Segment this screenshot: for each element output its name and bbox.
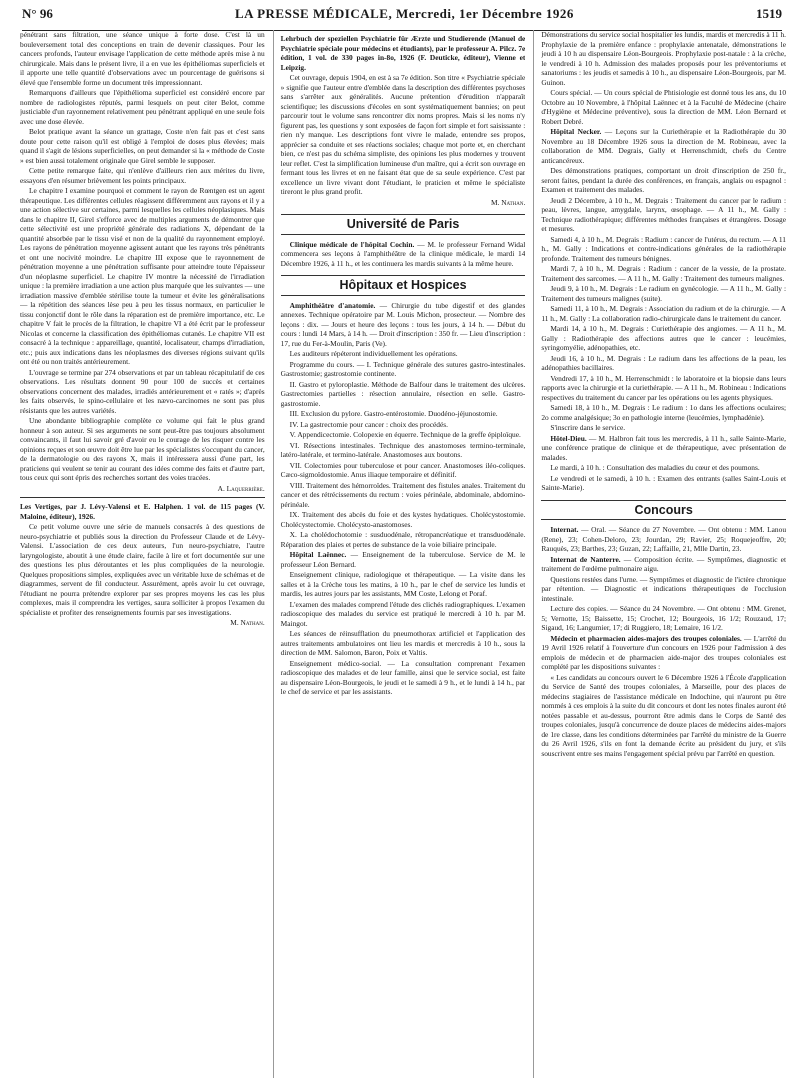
item-lead: Clinique médicale de l'hôpital Cochin. (289, 239, 415, 249)
paragraph: — Oral. — Séance du 27 Novembre. — Ont obtenu : MM. Lanou (Rene), 23; Cohen-Deloro, 23; Jourdan, 29; Ravier, 25; Roquejeoffre, 20; Rauquès, 23; Barthes, 23; Guzan, 22; Laffaille, 21, Mlle Dartin, 23. (541, 525, 787, 553)
paragraph: Enseignement médico-social. — La consultation comprenant l'examen radioscopique des malades et de leur famille, ainsi que le service social, est faite au dispensaire Léon-Bourgeois, le jeudi et le samedi à 9 h., et le lundi à 14 h., par le chef de service et par les assistants. (280, 658, 526, 696)
paragraph: VII. Colectomies pour tuberculose et pour cancer. Anastomoses iléo-coliques. Cæco-sigmoïdostomie. Anus iliaque temporaire et définitif. (280, 460, 526, 479)
paragraph: VIII. Traitement des hémorroïdes. Traitement des fistules anales. Traitement du cancer et des rétrécissements du rectum : voies périnéale, abdominale, abdomino-périnéale. (280, 480, 526, 509)
paragraph: Samedi 4, à 10 h., M. Degrais : Radium : cancer de l'utérus, du rectum. — A 11 h., M. Gally : Indications et contre-indications générales de la radiothérapie profonde. Traitement des tumeurs bénignes. (541, 234, 787, 263)
paragraph: Une abondante bibliographie complète ce volume qui fait le plus grand honneur à son auteur. Si ses arguments ne sont peut-être pas toujours absolument convaincants, il faut lui savoir gré d'avoir eu le courage de les risquer contre les opinions reçues et son œuvre doit être lue par les spécialistes s'occupant du cancer, de la dermatologie ou des rayons X, mais il intéressera aussi d'une part, les praticiens qui veulent se tenir au courant des idées comme des faits et d'autre part, tous ceux qui sont épris des recherches sortant des voies tracées. (20, 416, 265, 482)
paragraph: Ce petit volume ouvre une série de manuels consacrés à des questions de neuro-psychiatrie et publiés sous la direction du Professeur Claude et de Lévy-Valensi. L'association de ces deux auteurs, l'un neuro-psychiatre, l'autre laryngologiste, aboutit à une étude claire, facile à lire et fort documentée sur une des questions les plus déroutantes et les plus compliquées de la neurologie. Quelques propositions simples, expliquées avec un véritable luxe de schémas et de diagrammes, servent de fil conducteur. Assurément, après avoir lu cet ouvrage, l'étudiant ne pourra prétendre explorer par ses propres moyens les cas les plus complexes, mais il comprendra les vertiges, saura solliciter à propos l'examen du spécialiste et profiter des renseignements fournis par ses investigations. (20, 522, 265, 617)
paragraph: Remarquons d'ailleurs que l'épithélioma superficiel est considéré encore par nombre de radiologistes réputés, parmi lesquels on peut citer Belot, comme justiciable d'un rayonnement relativement peu pénétrant appliqué en une seule fois avec une dose élevée. (20, 88, 265, 126)
paragraph: Jeudi 16, à 10 h., M. Degrais : Le radium dans les affections de la peau, les adénopathies bacillaires. (541, 353, 787, 372)
page-number-right: 1519 (756, 6, 782, 21)
paragraph: — Composition écrite. — Symptômes, diagnostic et traitement de l'œdème pulmonaire aigu. (541, 554, 786, 573)
paragraph: Le chapitre I examine pourquoi et comment le rayon de Rœntgen est un agent thérapeutique. Les différentes cellules réagissent différemment aux rayons et il y a une action sélective sur certaines, parmi lesquelles les cellules néoplasiques. Mais dans le chapitre II, Girel s'efforce avec de multiples arguments de démontrer que cette sélectivité est une propriété générale des radiations X, dépendant de la quantité absorbée par le tissu visé et non de la qualité du rayonnement employé. Les rayons de pénétration moyenne agissent autant que les rayons très pénétrants et ont une nocivité moindre. Le chapitre III expose que le rayonnement de pénétration moyenne a une pénétration suffisante pour atteindre toute l'épaisseur d'un néoplasme superficiel. Le chapitre IV montre la nécessité de l'irradiation unique : la première irradiation a une action plus marquée que les suivantes — une irradiation massive d'emblée stérilise toute la tumeur et évite les généralisations — la répétition des séances lèse peu à peu les tissus normaux, en particulier le tissu conjonctif dont le rôle dans la réparation est de première importance, etc. Le chapitre V fait le procès de la filtration, le chapitre VI a été écrit par le professeur Nicolas et concerne la classification des épithéliomas cutanés. Le chapitre VII est consacré à la technique : appareillage, quantité, localisateur, champs d'irradiation, etc.; puis aux indications dans les néoplasmes des diverses régions suivant qu'ils ont été ou non traités antérieurement. (20, 186, 265, 366)
paragraph: Questions restées dans l'urne. — Symptômes et diagnostic de l'ictère chronique par rétention. — Diagnostic et indications thérapeutiques de l'occlusion intestinale. (541, 574, 787, 603)
item-lead: Hôtel-Dieu. (550, 433, 587, 443)
paragraph: Lecture des copies. — Séance du 24 Novembre. — Ont obtenu : MM. Grenet, 5; Vernotte, 15; Baissette, 15; Crochet, 12; Bourgeois, 16 1/2; Rouzaud, 17; Sigaud, 16; Langumier, 17; di Ruggiero, 18; Lemaire, 16 1/2. (541, 604, 787, 632)
paragraph: L'ouvrage se termine par 274 observations et par un tableau récapitulatif de ces observations. Les résultats donnent 90 pour 100 de succès et certaines observations concernent des malades, irradiés antérieurement et « ratés »; d'après les faits observés, le spino-cellulaire et les nævo-carcinomes ne sont pas plus résistants que les autres variétés. (20, 367, 265, 415)
paragraph: S'inscrire dans le service. (550, 423, 626, 432)
paragraph: II. Gastro et pyloroplastie. Méthode de Balfour dans le traitement des ulcères. Gastrectomies partielles : résection annulaire, résection en selle. Gastro-gastrostomie. (280, 379, 526, 408)
paragraph: pénétrant sans filtration, une séance unique à forte dose. C'est là un bouleversement total des conceptions en train de devenir classiques. Pour les cancers profonds, l'auteur envisage l'application de cette méthode après mise à nu chirurgicale. Mais dans le présent livre, il a en vue les épithéliomas superficiels et il apporte une telle quantité d'observations avec un pourcentage de guérisons si élevé que l'ensemble forme un document très impressionnant. (20, 30, 265, 87)
paragraph: — Leçons sur la Curiethérapie et la Radiothérapie du 30 Novembre au 18 Décembre 1926 sous la direction de M. Robineau, avec la collaboration de MM. Degrais, Gally et Herrenschmidt, chefs du Centre anticancéreux. (541, 127, 787, 165)
page-number-left: N° 96 (22, 6, 53, 21)
book-review-title: Les Vertiges, par J. Lévy-Valensi et E. Halphen. 1 vol. de 115 pages (V. Maloine, éditeur), 1926. (20, 502, 265, 521)
author-signature: A. Laquerrière. (217, 483, 265, 493)
section-heading-hopitaux: Hôpitaux et Hospices (281, 275, 526, 296)
paragraph: Le vendredi et le samedi, à 10 h. : Examen des entrants (salles Saint-Louis et Sainte-Marie). (541, 473, 787, 492)
column-3 (533, 30, 786, 1078)
paragraph: — Chirurgie du tube digestif et des glandes annexes. Technique opératoire par M. Louis Michon, prosecteur. — Nombre des leçons : dix. — Jours et heure des leçons : tous les jours, à 14 h. — Début du cours : lundi 14 Mars, à 14 h. — Droit d'inscription : 350 fr. — Lieu d'inscription : 17, rue du Fer-à-Moulin, Paris (Ve). (280, 300, 526, 348)
paragraph: Démonstrations du service social hospitalier les lundis, mardis et mercredis à 11 h. Prophylaxie de la première enfance : prophylaxie antenatale, démonstrations le jeudi à 10 h au dispensaire Léon-Bourgeois. Prophylaxie post-natale : à la crèche, le vendredi à 10 h. Admission des malades proposés pour les préventoriums et sanatoriums : les jeudis et samedis à 10 h., au dispensaire Léon-Bourgeois, par M. Guinon. (541, 30, 787, 87)
paragraph: — L'arrêté du 19 Avril 1926 relatif à l'ouverture d'un concours en 1926 pour l'admission à des emplois de médecin et de pharmacien aide-major des troupes coloniales est complété par les dispositions suivantes : (541, 633, 787, 671)
paragraph: V. Appendicectomie. Colopexie en équerre. Technique de la greffe épiploïque. (289, 430, 521, 439)
paragraph: Le mardi, à 10 h. : Consultation des maladies du cœur et des poumons. (550, 463, 760, 472)
divider (20, 497, 265, 498)
paragraph: Samedi 18, à 10 h., M. Degrais : Le radium : 1o dans les affections oculaires; 2o comme analgésique; 3o en pathologie interne (leucémies, lymphadénie). (541, 403, 787, 422)
paragraph: Cet ouvrage, depuis 1904, en est à sa 7e édition. Son titre « Psychiatrie spéciale » signifie que l'auteur entre d'emblée dans la description des différentes psychoses sans s'arrêter aux généralités. Aucune prétention d'érudition n'apparaît scientifique; les discussions d'écoles en sont systématiquement bannies; on peut parcourir tout le volume sans rencontrer dix noms propres. Mais si les noms n'y figurent pas, les questions y sont exposées de façon fort simple et fort saisissante : rien n'y manque. Les descriptions font vivre le malade, entendre ses propos, apprécier sa conduite et ses réactions sociales; chaque mot porte et, en cherchant bien, ce n'est pas du schéma simpliste, des opinions les plus modernes y trouvent leur reflet. C'est la simplification lumineuse d'un maître, qui a écrit son ouvrage en fermant tous les livres et en ne faisant état que de sa seule expérience. C'est par excellence un livre vivant dont l'étudiant, le praticien et même le spécialiste tireront le plus grand profit. (280, 73, 526, 196)
paragraph: Les séances de réinsufflation du pneumothorax artificiel et l'application des autres traitements ambulatoires ont lieu les mardis et mercredis à 10 h., sous la direction de MM. Salomon, Baron, Poix et Valtis. (280, 629, 526, 657)
author-signature: M. Nathan. (230, 618, 265, 627)
paragraph: — M. Halbron fait tous les mercredis, à 11 h., salle Sainte-Marie, une conférence pratique de clinique et de thérapeutique, avec présentation de malades. (541, 433, 787, 462)
paragraph: VI. Résections intestinales. Technique des anastomoses termino-terminale, latéro-latérale, et termino-latérale. Anastomoses aux boutons. (280, 440, 526, 459)
book-review-title: Lehrbuch der speziellen Psychiatrie für Ærzte und Studierende (Manuel de Psychiatrie spéciale pour médecins et étudiants), par le professeur A. Pilcz. 7e édition, 1 vol. de 330 pages in-8o, 1926 (F. Deuticke, éditeur), Vienne et Leipzig. (280, 34, 526, 72)
journal-title: LA PRESSE MÉDICALE, Mercredi, 1er Décembre 1926 (235, 6, 574, 21)
paragraph: Cette petite remarque faite, qui n'enlève d'ailleurs rien aux mérites du livre, essayons d'en résumer brièvement les points principaux. (20, 166, 265, 185)
paragraph: — M. le professeur Fernand Widal commencera ses leçons à l'amphithéâtre de la clinique médicale, le mardi 14 Décembre 1926, à 11 h., et les continuera les mardis suivants à la même heure. (280, 239, 526, 268)
paragraph: Vendredi 17, à 10 h., M. Herrenschmidt : le laboratoire et la biopsie dans leurs rapports avec la chirurgie et la curiethérapie. — A 11 h., M. Robineau : Indications respectives du traitement du cancer par les opérations ou les agents physiques. (541, 373, 787, 402)
paragraph: Mardi 14, à 10 h., M. Degrais : Curiethérapie des angiomes. — A 11 h., M. Gally : Radiothérapie des affections autres que le cancer : leucémies, syringomyélie, adénopathies, etc. (541, 324, 787, 352)
paragraph: Jeudi 2 Décembre, à 10 h., M. Degrais : Traitement du cancer par le radium : peau, lèvres, langue, amygdale, larynx, œsophage. — A 11 h., M. Gally : Technique radiothérapique; différentes méthodes françaises et étrangères. Dosage et mesures. (541, 195, 787, 233)
item-lead: Internat de Nanterre. (550, 554, 621, 564)
paragraph: Les auditeurs répéteront individuellement les opérations. (289, 349, 458, 358)
paragraph: Programme du cours. — I. Technique générale des sutures gastro-intestinales. Gastrostomie; gastrostomie continente. (280, 359, 526, 378)
paragraph: Mardi 7, à 10 h., M. Degrais : Radium : cancer de la vessie, de la prostate. Traitement des sarcomes. — A 11 h., M. Gally : Traitement des tumeurs malignes. (541, 264, 787, 283)
article-columns (20, 30, 786, 1078)
item-lead: Hôpital Necker. (550, 127, 602, 136)
paragraph: Jeudi 9, à 10 h., M. Degrais : Le radium en gynécologie. — A 11 h., M. Gally : Traitement des tumeurs malignes (suite). (541, 284, 787, 303)
paragraph: Belot pratique avant la séance un grattage, Coste n'en fait pas et c'est sans doute pour cette raison qu'il est obligé à l'emploi de doses plus élevées; mais quand il s'agit de lésions superficielles, on peut demander si la « méthode de Coste » est bien aussi totalement originale que Girel semble le supposer. (20, 127, 265, 165)
paragraph: Samedi 11, à 10 h., M. Degrais : Association du radium et de la chirurgie. — A 11 h., M. Gally : La collaboration radio-chirurgicale dans le traitement du cancer. (541, 304, 787, 323)
column-2 (273, 30, 526, 1078)
paragraph: « Les candidats au concours ouvert le 6 Décembre 1926 à l'École d'application du Service de Santé des troupes coloniales, à Marseille, pour des places de médecins stagiaires de l'assistance médicale en Indochine, qui n'auront pu être nommés à ces emplois à la suite du dit concours et dont les notes finales auront été notées passable et au-dessus, pourront être admis dans le Corps de Santé des troupes coloniales, jusqu'à concurrence de douze places de médecins aides-majors de 1re classe, dans les conditions déterminées par l'arrêté du ministre de la Guerre du 26 Avril 1926, s'ils en font la demande écrite au président du jury, et s'ils souscrivent entre ses mains l'engagement spécial prévu par l'arrêté en question. (541, 672, 787, 758)
paragraph: III. Exclusion du pylore. Gastro-entérostomie. Duodéno-jéjunostomie. (289, 409, 498, 418)
section-heading-universite: Université de Paris (281, 214, 526, 235)
paragraph: Enseignement clinique, radiologique et thérapeutique. — La visite dans les salles et à la Crèche tous les matins, à 10 h., par le chef de service les lundis et mardis, les autres jours par les assistants, MM Coste, Lelong et Poraf. (280, 570, 526, 598)
column-1 (20, 30, 265, 1078)
page-header (22, 6, 782, 31)
paragraph: X. La cholédochotomie : susduodénale, rétropancréatique et transduodénale. Réparation des plaies et pertes de substance de la voie biliaire principale. (280, 530, 526, 549)
item-lead: Médecin et pharmacien aides-majors des troupes coloniales. (550, 633, 742, 643)
paragraph: IX. Traitement des abcès du foie et des kystes hydatiques. Cholécystostomie. Cholécystectomie. Cholécysto-anastomoses. (280, 510, 526, 529)
paragraph: Cours spécial. — Un cours spécial de Phtisiologie est donné tous les ans, du 10 Octobre au 10 Novembre, à l'hôpital Laënnec et à la Faculté de Médecine (chaire d'Hygiène et Médecine préventive), sous la direction de MM. Léon Bernard et Robert Debré. (541, 88, 787, 126)
paragraph: IV. La gastrectomie pour cancer : choix des procédés. (289, 419, 448, 429)
item-lead: Hôpital Laënnec. (289, 550, 347, 559)
section-heading-concours: Concours (541, 500, 786, 521)
item-lead: Amphithéâtre d'anatomie. (289, 300, 376, 310)
paragraph: Des démonstrations pratiques, comportant un droit d'inscription de 250 fr., seront faites, pendant la durée des conférences, en français, anglais ou espagnol : Examen et traitement des malades. (541, 166, 787, 194)
item-lead: Internat. (550, 525, 579, 534)
paragraph: — Enseignement de la tuberculose. Service de M. le professeur Léon Bernard. (280, 550, 526, 569)
paragraph: L'examen des malades comprend l'étude des clichés radiographiques. L'examen radioscopique des malades du service est pratiqué le mercredi à 10 h. par M. Maingot. (280, 599, 526, 628)
author-signature: M. Nathan. (490, 197, 526, 207)
